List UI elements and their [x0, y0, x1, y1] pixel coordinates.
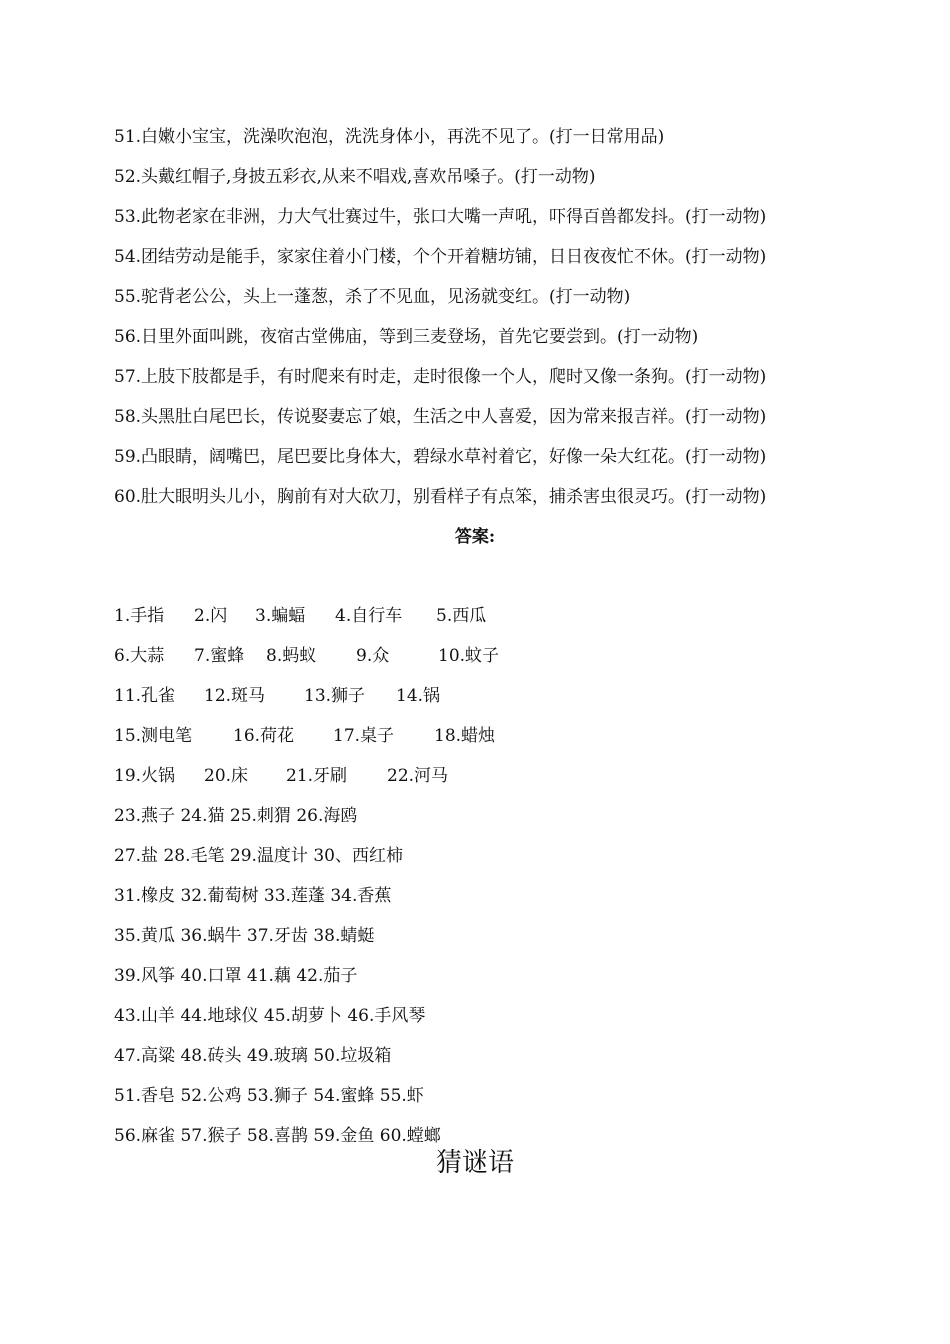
answer-row: 47.高粱 48.砖头 49.玻璃 50.垃圾箱 [114, 1046, 392, 1066]
answer-item: 8.蚂蚁 [266, 646, 317, 666]
riddle-51: 51.白嫩小宝宝，洗澡吹泡泡，洗洗身体小，再洗不见了。(打一日常用品) [114, 127, 665, 147]
answer-row [114, 643, 854, 683]
riddle-60: 60.肚大眼明头儿小，胸前有对大砍刀，别看样子有点笨，捕杀害虫很灵巧。(打一动物) [114, 487, 767, 507]
answer-item: 12.斑马 [204, 686, 266, 706]
riddle-56: 56.日里外面叫跳，夜宿古堂佛庙，等到三麦登场，首先它要尝到。(打一动物) [114, 327, 699, 347]
answer-item: 21.牙刷 [286, 766, 348, 786]
answer-item: 10.蚊子 [438, 646, 500, 666]
answer-item: 16.荷花 [233, 726, 295, 746]
answer-item: 7.蜜蜂 [194, 646, 245, 666]
answer-item: 19.火锅 [114, 766, 176, 786]
answer-item: 13.狮子 [304, 686, 366, 706]
answer-item: 15.测电笔 [114, 726, 193, 746]
riddle-59: 59.凸眼睛，阔嘴巴，尾巴要比身体大，碧绿水草衬着它，好像一朵大红花。(打一动物) [114, 447, 767, 467]
answer-item: 14.锅 [396, 686, 441, 706]
answer-row: 35.黄瓜 36.蜗牛 37.牙齿 38.蜻蜓 [114, 926, 375, 946]
answer-item: 11.孔雀 [114, 686, 176, 706]
answer-list [114, 603, 854, 1163]
answer-item: 5.西瓜 [436, 606, 487, 626]
answer-item: 1.手指 [114, 606, 165, 626]
answer-row: 39.风筝 40.口罩 41.藕 42.茄子 [114, 966, 358, 986]
riddle-list [114, 124, 854, 524]
riddle-55: 55.驼背老公公，头上一蓬葱，杀了不见血，见汤就变红。(打一动物) [114, 287, 631, 307]
riddle-54: 54.团结劳动是能手，家家住着小门楼，个个开着糖坊铺，日日夜夜忙不休。(打一动物) [114, 247, 767, 267]
answer-item: 9.众 [356, 646, 390, 666]
answer-item: 6.大蒜 [114, 646, 165, 666]
answer-item: 22.河马 [387, 766, 449, 786]
riddle-58: 58.头黑肚白尾巴长，传说娶妻忘了娘，生活之中人喜爱，因为常来报吉祥。(打一动物) [114, 407, 767, 427]
answer-item: 17.桌子 [333, 726, 395, 746]
answer-row [114, 723, 854, 763]
answer-item: 2.闪 [194, 606, 228, 626]
answer-row: 23.燕子 24.猫 25.刺猬 26.海鸥 [114, 806, 358, 826]
riddle-57: 57.上肢下肢都是手，有时爬来有时走，走时很像一个人，爬时又像一条狗。(打一动物) [114, 367, 767, 387]
riddle-52: 52.头戴红帽子,身披五彩衣,从来不唱戏,喜欢吊嗓子。(打一动物) [114, 167, 596, 187]
answer-item: 3.蝙蝠 [255, 606, 306, 626]
answer-row [114, 683, 854, 723]
answer-item: 20.床 [204, 766, 249, 786]
answer-row: 31.橡皮 32.葡萄树 33.莲蓬 34.香蕉 [114, 886, 392, 906]
riddle-53: 53.此物老家在非洲，力大气壮赛过牛，张口大嘴一声吼，吓得百兽都发抖。(打一动物) [114, 207, 767, 227]
answer-row: 27.盐 28.毛笔 29.温度计 30、西红柿 [114, 846, 403, 866]
answer-row: 56.麻雀 57.猴子 58.喜鹊 59.金鱼 60.螳螂 [114, 1126, 441, 1146]
answer-item: 4.自行车 [335, 606, 403, 626]
answer-item: 18.蜡烛 [434, 726, 496, 746]
answer-row [114, 603, 854, 643]
page-title: 猜谜语 [435, 1148, 514, 1178]
answer-row [114, 763, 854, 803]
answers-heading: 答案: [454, 527, 496, 547]
answer-row: 43.山羊 44.地球仪 45.胡萝卜 46.手风琴 [114, 1006, 426, 1026]
answer-row: 51.香皂 52.公鸡 53.狮子 54.蜜蜂 55.虾 [114, 1086, 424, 1106]
